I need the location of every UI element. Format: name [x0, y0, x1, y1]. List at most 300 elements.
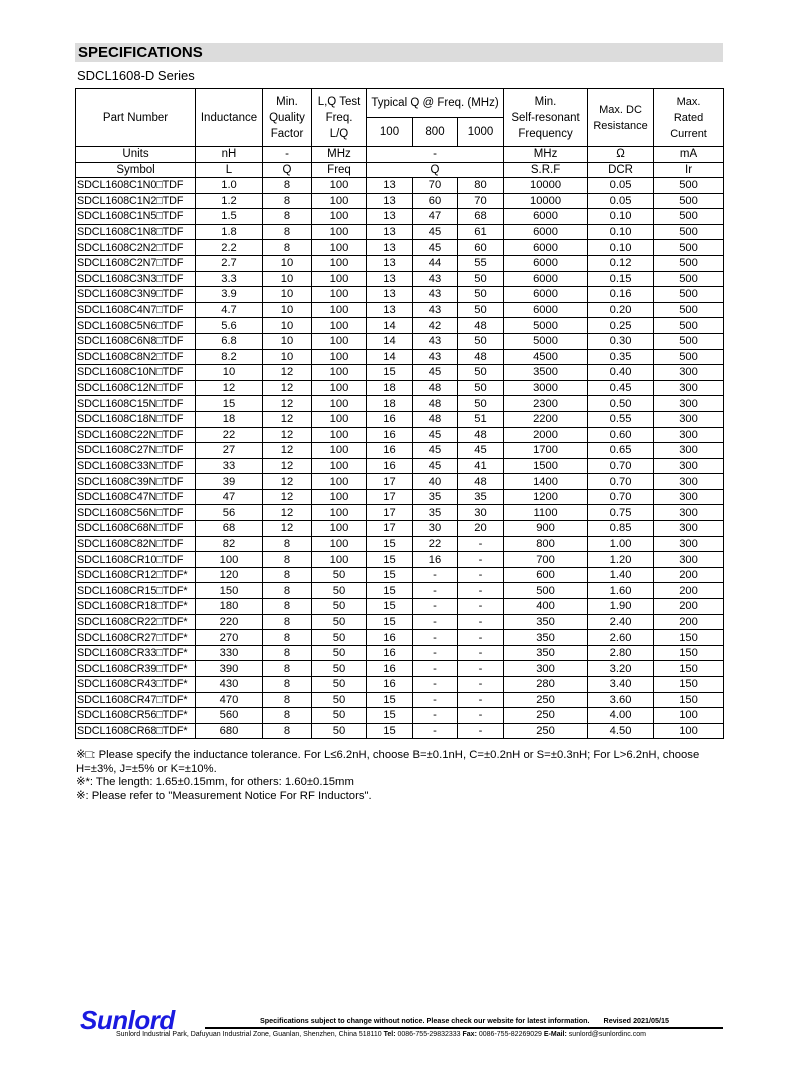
rated-current-cell: 200 — [654, 599, 724, 615]
srf-cell: 1100 — [504, 505, 588, 521]
rated-current-cell: 500 — [654, 193, 724, 209]
q-100-cell: 13 — [367, 193, 413, 209]
srf-cell: 10000 — [504, 178, 588, 194]
inductance-cell: 27 — [196, 443, 263, 459]
rated-current-cell: 300 — [654, 380, 724, 396]
inductance-cell: 2.2 — [196, 240, 263, 256]
unit-cell: mA — [654, 147, 724, 163]
inductance-cell: 120 — [196, 567, 263, 583]
email-value: sunlord@sunlordinc.com — [568, 1031, 646, 1038]
q-100-cell: 15 — [367, 723, 413, 739]
tel-value: 0086-755-29832333 — [397, 1031, 461, 1038]
q-100-cell: 17 — [367, 505, 413, 521]
srf-cell: 250 — [504, 708, 588, 724]
dcr-cell: 2.80 — [588, 645, 654, 661]
q-1000-cell: - — [458, 567, 504, 583]
test-freq-cell: 100 — [312, 474, 367, 490]
test-freq-cell: 100 — [312, 552, 367, 568]
q-1000-cell: 70 — [458, 193, 504, 209]
min-q-cell: 8 — [263, 645, 312, 661]
test-freq-cell: 50 — [312, 661, 367, 677]
part-number-cell: SDCL1608C22N□TDF — [76, 427, 196, 443]
min-q-cell: 12 — [263, 458, 312, 474]
part-number-cell: SDCL1608CR33□TDF* — [76, 645, 196, 661]
inductance-cell: 1.5 — [196, 209, 263, 225]
dcr-cell: 1.90 — [588, 599, 654, 615]
rated-current-cell: 500 — [654, 255, 724, 271]
q-800-cell: 22 — [413, 536, 458, 552]
q-1000-cell: - — [458, 661, 504, 677]
table-row — [76, 614, 724, 630]
dcr-cell: 4.50 — [588, 723, 654, 739]
srf-cell: 350 — [504, 614, 588, 630]
part-number-cell: SDCL1608CR68□TDF* — [76, 723, 196, 739]
test-freq-cell: 50 — [312, 708, 367, 724]
min-q-cell: 8 — [263, 240, 312, 256]
dcr-cell: 0.60 — [588, 427, 654, 443]
table-row — [76, 630, 724, 646]
rated-current-cell: 200 — [654, 567, 724, 583]
srf-cell: 6000 — [504, 209, 588, 225]
table-row — [76, 302, 724, 318]
q-800-cell: 60 — [413, 193, 458, 209]
srf-cell: 700 — [504, 552, 588, 568]
dcr-cell: 1.00 — [588, 536, 654, 552]
q-800-cell: 43 — [413, 287, 458, 303]
table-row — [76, 458, 724, 474]
q-800-cell: 48 — [413, 380, 458, 396]
fax-label: Fax: — [462, 1031, 477, 1038]
dcr-cell: 0.16 — [588, 287, 654, 303]
test-freq-cell: 100 — [312, 489, 367, 505]
q-100-cell: 14 — [367, 349, 413, 365]
srf-cell: 2200 — [504, 411, 588, 427]
symbol-cell: Q — [263, 162, 312, 178]
header-freq-800: 800 — [413, 118, 458, 147]
min-q-cell: 8 — [263, 677, 312, 693]
table-row — [76, 536, 724, 552]
dcr-cell: 1.40 — [588, 567, 654, 583]
table-row — [76, 443, 724, 459]
header-lq-test-freq: L,Q Test Freq. L/Q — [312, 89, 367, 147]
test-freq-cell: 100 — [312, 536, 367, 552]
q-100-cell: 16 — [367, 630, 413, 646]
table-row — [76, 287, 724, 303]
test-freq-cell: 100 — [312, 255, 367, 271]
min-q-cell: 10 — [263, 302, 312, 318]
test-freq-cell: 100 — [312, 521, 367, 537]
srf-cell: 250 — [504, 692, 588, 708]
rated-current-cell: 300 — [654, 365, 724, 381]
footer-disclaimer — [260, 1016, 669, 1025]
test-freq-cell: 100 — [312, 224, 367, 240]
test-freq-cell: 100 — [312, 427, 367, 443]
rated-current-cell: 300 — [654, 443, 724, 459]
fax-value: 0086-755-82269029 — [478, 1031, 542, 1038]
notes — [76, 749, 736, 803]
q-800-cell: 35 — [413, 505, 458, 521]
table-row — [76, 583, 724, 599]
inductance-cell: 680 — [196, 723, 263, 739]
table-row — [76, 692, 724, 708]
q-800-cell: 45 — [413, 240, 458, 256]
q-100-cell: 13 — [367, 302, 413, 318]
test-freq-cell: 100 — [312, 209, 367, 225]
min-q-cell: 12 — [263, 443, 312, 459]
q-800-cell: - — [413, 583, 458, 599]
dcr-cell: 4.00 — [588, 708, 654, 724]
dcr-cell: 0.05 — [588, 193, 654, 209]
part-number-cell: SDCL1608CR12□TDF* — [76, 567, 196, 583]
table-row — [76, 521, 724, 537]
q-800-cell: 70 — [413, 178, 458, 194]
dcr-cell: 0.20 — [588, 302, 654, 318]
rated-current-cell: 150 — [654, 645, 724, 661]
revision-date: Revised 2021/05/15 — [603, 1016, 670, 1025]
q-100-cell: 13 — [367, 271, 413, 287]
inductance-cell: 270 — [196, 630, 263, 646]
q-100-cell: 16 — [367, 661, 413, 677]
srf-cell: 600 — [504, 567, 588, 583]
rated-current-cell: 150 — [654, 630, 724, 646]
test-freq-cell: 50 — [312, 583, 367, 599]
header-typical-q: Typical Q @ Freq. (MHz) — [367, 89, 504, 118]
q-1000-cell: - — [458, 614, 504, 630]
part-number-cell: SDCL1608C5N6□TDF — [76, 318, 196, 334]
srf-cell: 6000 — [504, 224, 588, 240]
srf-cell: 250 — [504, 723, 588, 739]
inductance-cell: 220 — [196, 614, 263, 630]
q-100-cell: 16 — [367, 645, 413, 661]
table-row — [76, 661, 724, 677]
test-freq-cell: 100 — [312, 178, 367, 194]
test-freq-cell: 100 — [312, 271, 367, 287]
srf-cell: 4500 — [504, 349, 588, 365]
q-100-cell: 16 — [367, 411, 413, 427]
section-title: SPECIFICATIONS — [78, 44, 203, 61]
q-800-cell: - — [413, 599, 458, 615]
q-1000-cell: - — [458, 583, 504, 599]
srf-cell: 3000 — [504, 380, 588, 396]
table-row — [76, 396, 724, 412]
unit-cell: MHz — [504, 147, 588, 163]
table-row — [76, 599, 724, 615]
rated-current-cell: 500 — [654, 349, 724, 365]
q-800-cell: - — [413, 692, 458, 708]
q-1000-cell: 50 — [458, 365, 504, 381]
test-freq-cell: 50 — [312, 723, 367, 739]
srf-cell: 6000 — [504, 302, 588, 318]
q-800-cell: 35 — [413, 489, 458, 505]
rated-current-cell: 300 — [654, 474, 724, 490]
q-800-cell: 45 — [413, 427, 458, 443]
table-row — [76, 271, 724, 287]
part-number-cell: SDCL1608C8N2□TDF — [76, 349, 196, 365]
dcr-cell: 1.20 — [588, 552, 654, 568]
header-max-rated-current: Max. Rated Current — [654, 89, 724, 147]
min-q-cell: 8 — [263, 708, 312, 724]
part-number-cell: SDCL1608CR18□TDF* — [76, 599, 196, 615]
dcr-cell: 0.65 — [588, 443, 654, 459]
rated-current-cell: 300 — [654, 458, 724, 474]
inductance-cell: 12 — [196, 380, 263, 396]
rated-current-cell: 500 — [654, 318, 724, 334]
srf-cell: 6000 — [504, 255, 588, 271]
srf-cell: 300 — [504, 661, 588, 677]
units-row — [76, 147, 724, 163]
q-1000-cell: - — [458, 645, 504, 661]
dcr-cell: 0.25 — [588, 318, 654, 334]
rated-current-cell: 200 — [654, 583, 724, 599]
note-measurement: ※: Please refer to "Measurement Notice For RF Inductors". — [76, 789, 372, 802]
inductance-cell: 4.7 — [196, 302, 263, 318]
srf-cell: 350 — [504, 645, 588, 661]
min-q-cell: 12 — [263, 521, 312, 537]
srf-cell: 280 — [504, 677, 588, 693]
q-100-cell: 16 — [367, 458, 413, 474]
q-100-cell: 15 — [367, 708, 413, 724]
test-freq-cell: 100 — [312, 240, 367, 256]
inductance-cell: 5.6 — [196, 318, 263, 334]
rated-current-cell: 300 — [654, 552, 724, 568]
q-800-cell: 43 — [413, 271, 458, 287]
table-row — [76, 567, 724, 583]
srf-cell: 1400 — [504, 474, 588, 490]
symbol-label: Symbol — [76, 162, 196, 178]
test-freq-cell: 50 — [312, 599, 367, 615]
dcr-cell: 0.15 — [588, 271, 654, 287]
min-q-cell: 10 — [263, 255, 312, 271]
q-100-cell: 15 — [367, 536, 413, 552]
units-label: Units — [76, 147, 196, 163]
srf-cell: 2300 — [504, 396, 588, 412]
q-800-cell: 47 — [413, 209, 458, 225]
srf-cell: 5000 — [504, 318, 588, 334]
table-row — [76, 333, 724, 349]
rated-current-cell: 300 — [654, 505, 724, 521]
header-part-number: Part Number — [76, 89, 196, 147]
dcr-cell: 0.10 — [588, 224, 654, 240]
q-800-cell: - — [413, 630, 458, 646]
inductance-cell: 390 — [196, 661, 263, 677]
part-number-cell: SDCL1608C39N□TDF — [76, 474, 196, 490]
min-q-cell: 8 — [263, 661, 312, 677]
part-number-cell: SDCL1608C3N3□TDF — [76, 271, 196, 287]
min-q-cell: 8 — [263, 536, 312, 552]
test-freq-cell: 100 — [312, 193, 367, 209]
q-800-cell: 43 — [413, 349, 458, 365]
min-q-cell: 12 — [263, 505, 312, 521]
min-q-cell: 8 — [263, 193, 312, 209]
rated-current-cell: 300 — [654, 521, 724, 537]
q-1000-cell: 55 — [458, 255, 504, 271]
srf-cell: 900 — [504, 521, 588, 537]
header-max-dc-resistance: Max. DC Resistance — [588, 89, 654, 147]
q-800-cell: - — [413, 614, 458, 630]
inductance-cell: 18 — [196, 411, 263, 427]
part-number-cell: SDCL1608C68N□TDF — [76, 521, 196, 537]
part-number-cell: SDCL1608C12N□TDF — [76, 380, 196, 396]
part-number-cell: SDCL1608C33N□TDF — [76, 458, 196, 474]
inductance-cell: 100 — [196, 552, 263, 568]
rated-current-cell: 500 — [654, 240, 724, 256]
part-number-cell: SDCL1608C1N8□TDF — [76, 224, 196, 240]
q-1000-cell: 50 — [458, 287, 504, 303]
q-800-cell: - — [413, 708, 458, 724]
min-q-cell: 8 — [263, 552, 312, 568]
min-q-cell: 10 — [263, 271, 312, 287]
test-freq-cell: 100 — [312, 396, 367, 412]
table-row — [76, 349, 724, 365]
min-q-cell: 8 — [263, 630, 312, 646]
symbol-cell: S.R.F — [504, 162, 588, 178]
table-row — [76, 489, 724, 505]
test-freq-cell: 50 — [312, 677, 367, 693]
q-1000-cell: 61 — [458, 224, 504, 240]
q-100-cell: 13 — [367, 209, 413, 225]
q-800-cell: 45 — [413, 458, 458, 474]
q-1000-cell: 68 — [458, 209, 504, 225]
inductance-cell: 1.2 — [196, 193, 263, 209]
table-row — [76, 505, 724, 521]
disclaimer-text: Specifications subject to change without notice. Please check our website for latest information. — [260, 1016, 590, 1025]
unit-cell: Ω — [588, 147, 654, 163]
table-row — [76, 411, 724, 427]
q-1000-cell: - — [458, 677, 504, 693]
q-100-cell: 13 — [367, 287, 413, 303]
rated-current-cell: 500 — [654, 224, 724, 240]
q-800-cell: 16 — [413, 552, 458, 568]
min-q-cell: 10 — [263, 333, 312, 349]
q-800-cell: 45 — [413, 443, 458, 459]
table-row — [76, 365, 724, 381]
q-100-cell: 17 — [367, 474, 413, 490]
part-number-cell: SDCL1608C15N□TDF — [76, 396, 196, 412]
footer-address — [116, 1030, 646, 1039]
min-q-cell: 8 — [263, 692, 312, 708]
min-q-cell: 8 — [263, 178, 312, 194]
srf-cell: 10000 — [504, 193, 588, 209]
table-row — [76, 240, 724, 256]
header-self-resonant-frequency: Min. Self-resonant Frequency — [504, 89, 588, 147]
q-100-cell: 18 — [367, 396, 413, 412]
test-freq-cell: 100 — [312, 287, 367, 303]
inductance-cell: 47 — [196, 489, 263, 505]
q-1000-cell: 35 — [458, 489, 504, 505]
table-row — [76, 178, 724, 194]
rated-current-cell: 300 — [654, 536, 724, 552]
header-inductance: Inductance — [196, 89, 263, 147]
part-number-cell: SDCL1608CR56□TDF* — [76, 708, 196, 724]
q-100-cell: 15 — [367, 583, 413, 599]
inductance-cell: 3.9 — [196, 287, 263, 303]
dcr-cell: 0.45 — [588, 380, 654, 396]
header-min-quality-factor: Min. Quality Factor — [263, 89, 312, 147]
q-1000-cell: - — [458, 599, 504, 615]
inductance-cell: 8.2 — [196, 349, 263, 365]
q-100-cell: 15 — [367, 567, 413, 583]
dcr-cell: 0.55 — [588, 411, 654, 427]
part-number-cell: SDCL1608CR15□TDF* — [76, 583, 196, 599]
q-100-cell: 15 — [367, 599, 413, 615]
q-100-cell: 16 — [367, 443, 413, 459]
q-1000-cell: 30 — [458, 505, 504, 521]
test-freq-cell: 50 — [312, 614, 367, 630]
part-number-cell: SDCL1608C1N2□TDF — [76, 193, 196, 209]
q-800-cell: - — [413, 567, 458, 583]
test-freq-cell: 100 — [312, 458, 367, 474]
dcr-cell: 2.60 — [588, 630, 654, 646]
part-number-cell: SDCL1608C47N□TDF — [76, 489, 196, 505]
dcr-cell: 3.60 — [588, 692, 654, 708]
rated-current-cell: 150 — [654, 692, 724, 708]
dcr-cell: 0.70 — [588, 489, 654, 505]
min-q-cell: 12 — [263, 474, 312, 490]
inductance-cell: 10 — [196, 365, 263, 381]
q-100-cell: 13 — [367, 240, 413, 256]
table-row — [76, 723, 724, 739]
part-number-cell: SDCL1608CR43□TDF* — [76, 677, 196, 693]
address-text: Sunlord Industrial Park, Dafuyuan Industrial Zone, Guanlan, Shenzhen, China 518110 — [116, 1031, 382, 1038]
dcr-cell: 0.70 — [588, 474, 654, 490]
q-800-cell: 45 — [413, 224, 458, 240]
test-freq-cell: 50 — [312, 692, 367, 708]
part-number-cell: SDCL1608C4N7□TDF — [76, 302, 196, 318]
symbols-row — [76, 162, 724, 178]
q-1000-cell: 48 — [458, 427, 504, 443]
min-q-cell: 12 — [263, 380, 312, 396]
inductance-cell: 39 — [196, 474, 263, 490]
part-number-cell: SDCL1608C1N0□TDF — [76, 178, 196, 194]
header-freq-100: 100 — [367, 118, 413, 147]
inductance-cell: 3.3 — [196, 271, 263, 287]
inductance-cell: 180 — [196, 599, 263, 615]
dcr-cell: 0.70 — [588, 458, 654, 474]
min-q-cell: 8 — [263, 723, 312, 739]
series-title: SDCL1608-D Series — [77, 68, 195, 83]
test-freq-cell: 100 — [312, 333, 367, 349]
q-1000-cell: 50 — [458, 302, 504, 318]
min-q-cell: 12 — [263, 489, 312, 505]
q-1000-cell: - — [458, 708, 504, 724]
part-number-cell: SDCL1608C3N9□TDF — [76, 287, 196, 303]
dcr-cell: 0.50 — [588, 396, 654, 412]
dcr-cell: 0.05 — [588, 178, 654, 194]
min-q-cell: 10 — [263, 349, 312, 365]
symbol-cell: Freq — [312, 162, 367, 178]
q-800-cell: 48 — [413, 411, 458, 427]
table-row — [76, 255, 724, 271]
inductance-cell: 6.8 — [196, 333, 263, 349]
dcr-cell: 0.12 — [588, 255, 654, 271]
rated-current-cell: 150 — [654, 677, 724, 693]
test-freq-cell: 100 — [312, 365, 367, 381]
q-1000-cell: 51 — [458, 411, 504, 427]
q-1000-cell: 41 — [458, 458, 504, 474]
srf-cell: 1700 — [504, 443, 588, 459]
rated-current-cell: 100 — [654, 708, 724, 724]
part-number-cell: SDCL1608C10N□TDF — [76, 365, 196, 381]
rated-current-cell: 150 — [654, 661, 724, 677]
q-100-cell: 15 — [367, 692, 413, 708]
rated-current-cell: 300 — [654, 396, 724, 412]
sunlord-logo: Sunlord — [80, 1005, 175, 1035]
unit-cell: - — [263, 147, 312, 163]
part-number-cell: SDCL1608CR22□TDF* — [76, 614, 196, 630]
q-1000-cell: 20 — [458, 521, 504, 537]
symbol-cell: L — [196, 162, 263, 178]
rated-current-cell: 500 — [654, 271, 724, 287]
